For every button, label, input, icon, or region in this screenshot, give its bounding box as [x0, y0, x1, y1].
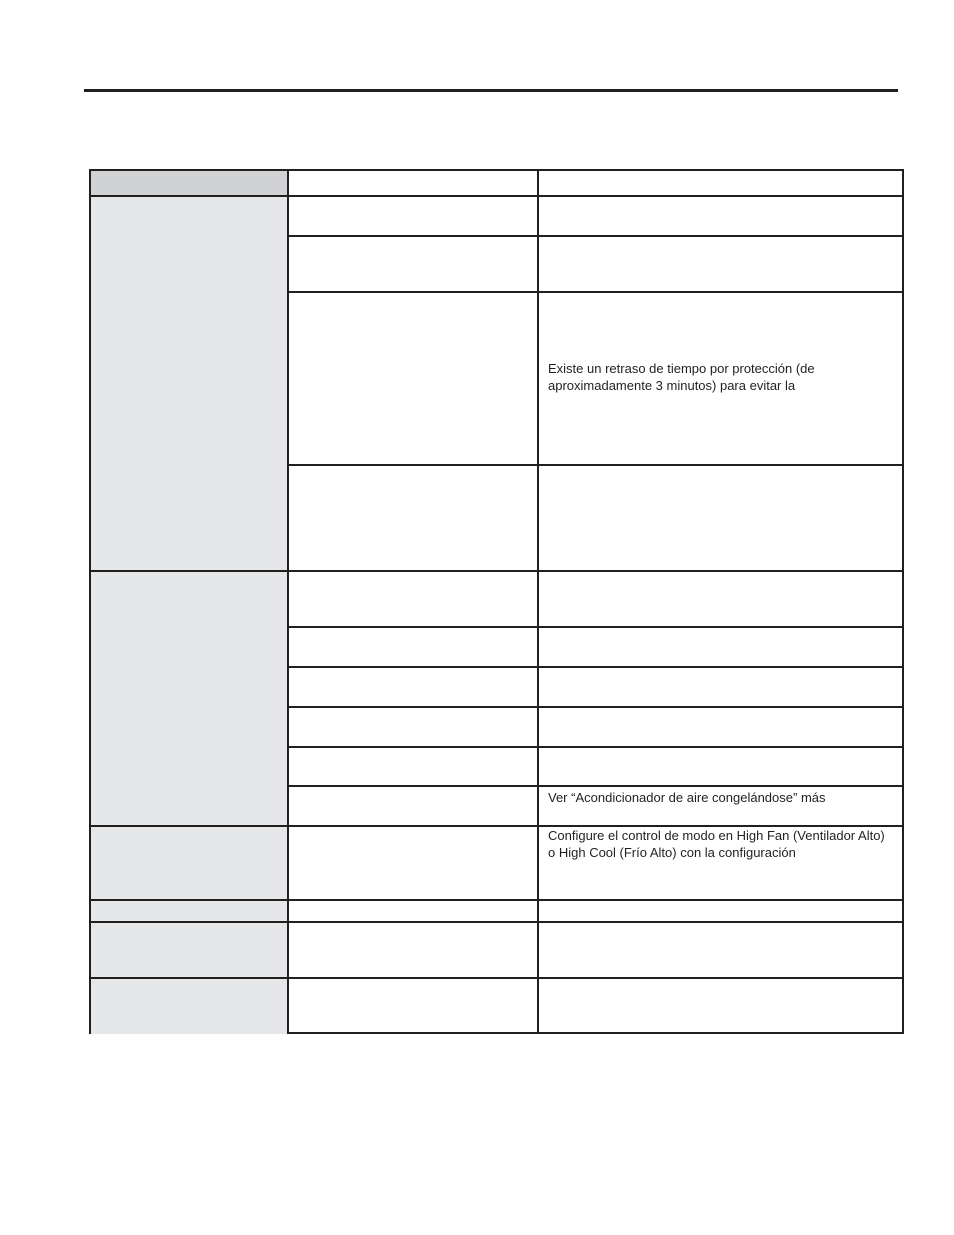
troubleshooting-table [89, 169, 904, 1034]
problem-cell-4 [91, 901, 287, 921]
sub-row-divider [287, 626, 904, 628]
sub-row-divider [287, 235, 904, 237]
header-problem-cell [91, 171, 287, 196]
problem-cell-2 [91, 572, 287, 825]
problem-cell-1 [91, 196, 287, 570]
problem-cell-6 [91, 979, 287, 1034]
solution-text-3: Existe un retraso de tiempo por protección (de aproximadamente 3 minutos) para evitar la [548, 361, 815, 393]
solution-text-10: Ver “Acondicionador de aire congelándose” más [548, 790, 826, 805]
problem-cell-5 [91, 923, 287, 977]
sub-row-divider [287, 785, 904, 787]
row-divider [91, 195, 904, 197]
row-divider [91, 899, 904, 901]
column-divider-1 [287, 171, 289, 1034]
sub-row-divider [287, 666, 904, 668]
problem-cell-3 [91, 827, 287, 899]
top-rule [84, 89, 898, 92]
sub-row-divider [287, 706, 904, 708]
row-divider [91, 921, 904, 923]
column-divider-2 [537, 171, 539, 1034]
row-divider [91, 977, 904, 979]
sub-row-divider [287, 746, 904, 748]
sub-row-divider [287, 291, 904, 293]
sub-row-divider [287, 464, 904, 466]
row-divider [91, 570, 904, 572]
solution-text-11: Configure el control de modo en High Fan (Ventilador Alto) o High Cool (Frío Alto) con la configuración [548, 828, 885, 860]
